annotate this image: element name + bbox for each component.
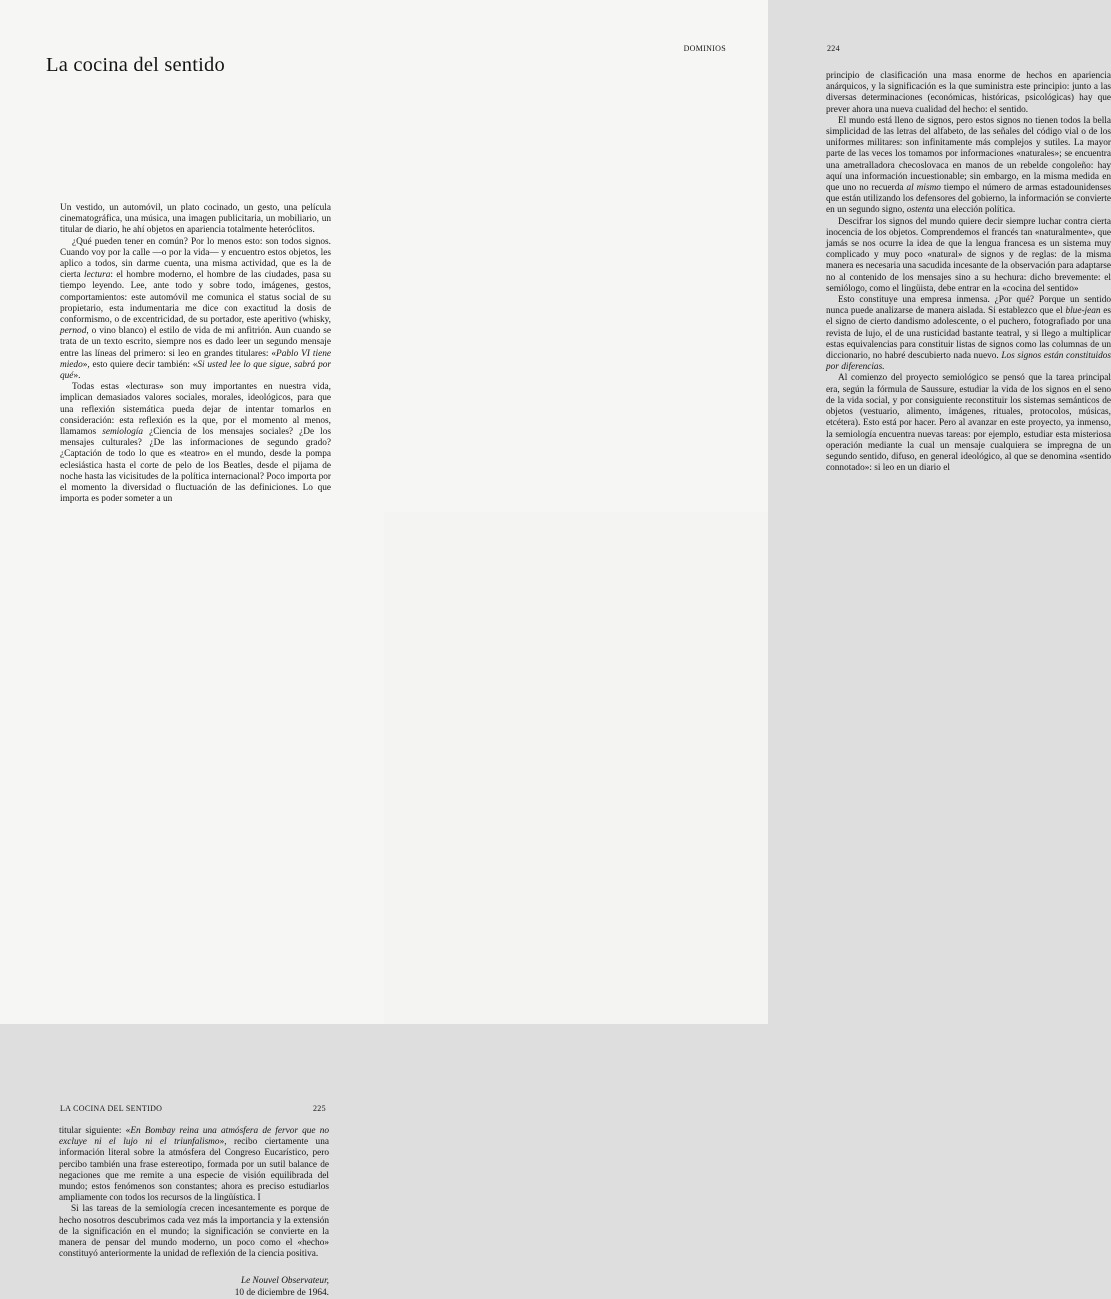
- paragraph: Si las tareas de la semiología crecen incesantemente es porque de hecho nosotros descubrimos cada vez más la importancia y la extensión de la significación en el mundo; la significación se convierte en la manera de pensar del mundo moderno, un poco como el «hecho» constituyó anteriormente la unidad de reflexión de la ciencia positiva.: [59, 1204, 329, 1260]
- paragraph: El mundo está lleno de signos, pero estos signos no tienen todos la bella simplicidad de las letras del alfabeto, de las señales del código vial o de los uniformes militares: son infinitamente más complejos y sutiles. La mayor parte de las veces los tomamos por informaciones «naturales»; se encuentra una ametralladora checoslovaca en manos de un rebelde congoleño: hay aquí una información incuestionable; sin embargo, en la misma medida en que uno no recuerda al mismo tiempo el número de armas estadounidenses que están utilizando los defensores del gobierno, la información se convierte en un segundo signo, ostenta una elección política.: [826, 115, 1111, 216]
- bottom-paragraphs: [59, 1126, 329, 1260]
- right-page: [384, 0, 1111, 512]
- paragraph: titular siguiente: «En Bombay reina una atmósfera de fervor que no excluye ni el lujo ni el triunfalismo», recibo ciertamente una información literal sobre la atmósfera del Congreso Eucarístico, pero percibo también una frase estereotipo, formada por un sutil balance de negaciones que me remite a una especie de visión equilibrada del mundo; estos fenómenos son constantes; ahora es preciso estudiarlos ampliamente con todos los recursos de la lingüística. I: [59, 1126, 330, 1204]
- left-page: [0, 0, 384, 512]
- right-page-body: [826, 71, 1111, 474]
- paragraph: Esto constituye una empresa inmensa. ¿Por qué? Porque un sentido nunca puede analizarse de manera aislada. Si establezco que el blue-jean es el signo de cierto dandismo adolescente, o el puchero, fotografiado por una revista de lujo, el de una rusticidad bastante teatral, y si llego a multiplicar estas equivalencias para constituir listas de signos como las columnas de un diccionario, no habré descubierto nada nuevo. Los signos están constituidos por diferencias.: [826, 295, 1111, 373]
- blank-page: [384, 512, 768, 1024]
- page-number: 224: [827, 44, 840, 53]
- bottom-page: [0, 512, 384, 1298]
- signature-publication: Le Nouvel Observateur,: [240, 1276, 329, 1287]
- paragraph: ¿Qué pueden tener en común? Por lo menos esto: son todos signos. Cuando voy por la calle —o por la vida— y encuentro estos objetos, les aplico a todos, sin darme cuenta, una misma actividad, que es la de cierta lectura: el hombre moderno, el hombre de las ciudades, pasa su tiempo leyendo. Lee, ante todo y sobre todo, imágenes, gestos, comportamientos: este automóvil me comunica el status social de su propietario, esta indumentaria me dice con exactitud la dosis de conformismo, o de excentricidad, de su portador, este aperitivo (whisky, pernod, o vino blanco) el estilo de vida de mi anfitrión. Aun cuando se trata de un texto escrito, siempre nos es dado leer un segundo mensaje entre las líneas del primero: si leo en grandes titulares: «Pablo VI tiene miedo», esto quiere decir también: «Si usted lee lo que sigue, sabrá por qué».: [60, 236, 331, 382]
- running-head: LA COCINA DEL SENTIDO: [60, 1104, 163, 1113]
- paragraph: Todas estas «lecturas» son muy importantes en nuestra vida, implican demasiados valores sociales, morales, ideológicos, para que una reflexión sistemática pueda dejar de intentar tomarlos en consideración: esta reflexión es la que, por el momento al menos, llamamos semiología ¿Ciencia de los mensajes sociales? ¿De los mensajes culturales? ¿De las informaciones de segundo grado? ¿Captación de todo lo que es «teatro» en el mundo, desde la pompa eclesiástica hasta el corte de pelo de los Beatles, desde el pijama de noche hasta las vicisitudes de la política internacional? Poco importa por el momento la diversidad o fluctuación de las definiciones. Lo que importa es poder someter a un: [60, 382, 331, 505]
- chapter-title: La cocina del sentido: [46, 54, 225, 76]
- running-head: DOMINIOS: [683, 44, 726, 53]
- paragraph: principio de clasificación una masa enorme de hechos en apariencia anárquicos, y la significación es la que suministra este principio: junto a las diversas determinaciones (económicas, históricas, psicológicas) hay que prever ahora una nueva cualidad del hecho: el sentido.: [826, 71, 1111, 115]
- signature: [59, 1276, 329, 1298]
- paragraph: Un vestido, un automóvil, un plato cocinado, un gesto, una película cinematográfica, una música, una imagen publicitaria, un mobiliario, un titular de diario, he ahí objetos en apariencia totalmente heteróclitos.: [60, 203, 331, 236]
- paragraph: Descifrar los signos del mundo quiere decir siempre luchar contra cierta inocencia de los objetos. Comprendemos el francés tan «naturalmente», que jamás se nos ocurre la idea de que la lengua francesa es un sistema muy complicado y muy poco «natural» de signos y de reglas: de la misma manera es necesaria una sacudida incesante de la observación para adaptarse no al contenido de los mensajes sino a su hechura: dicho brevemente: el semiólogo, como el lingüista, debe entrar en la «cocina del sentido»: [826, 216, 1111, 294]
- signature-date: 10 de diciembre de 1964.: [234, 1287, 329, 1298]
- bottom-page-body: [59, 1126, 329, 1299]
- page-number: 225: [313, 1104, 326, 1113]
- left-page-body: [60, 203, 331, 505]
- paragraph: Al comienzo del proyecto semiológico se pensó que la tarea principal era, según la fórmula de Saussure, estudiar la vida de los signos en el seno de la vida social, y por consiguiente reconstituir los sistemas semánticos de objetos (vestuario, alimento, imágenes, rituales, protocolos, músicas, etcétera). Esto está por hacer. Pero al avanzar en este proyecto, ya inmenso, la semiología encuentra nuevas tareas: por ejemplo, estudiar esta misteriosa operación mediante la cual un mensaje cualquiera se impregna de un segundo sentido, difuso, en general ideológico, al que se denomina «sentido connotado»: si leo en un diario el: [826, 373, 1111, 474]
